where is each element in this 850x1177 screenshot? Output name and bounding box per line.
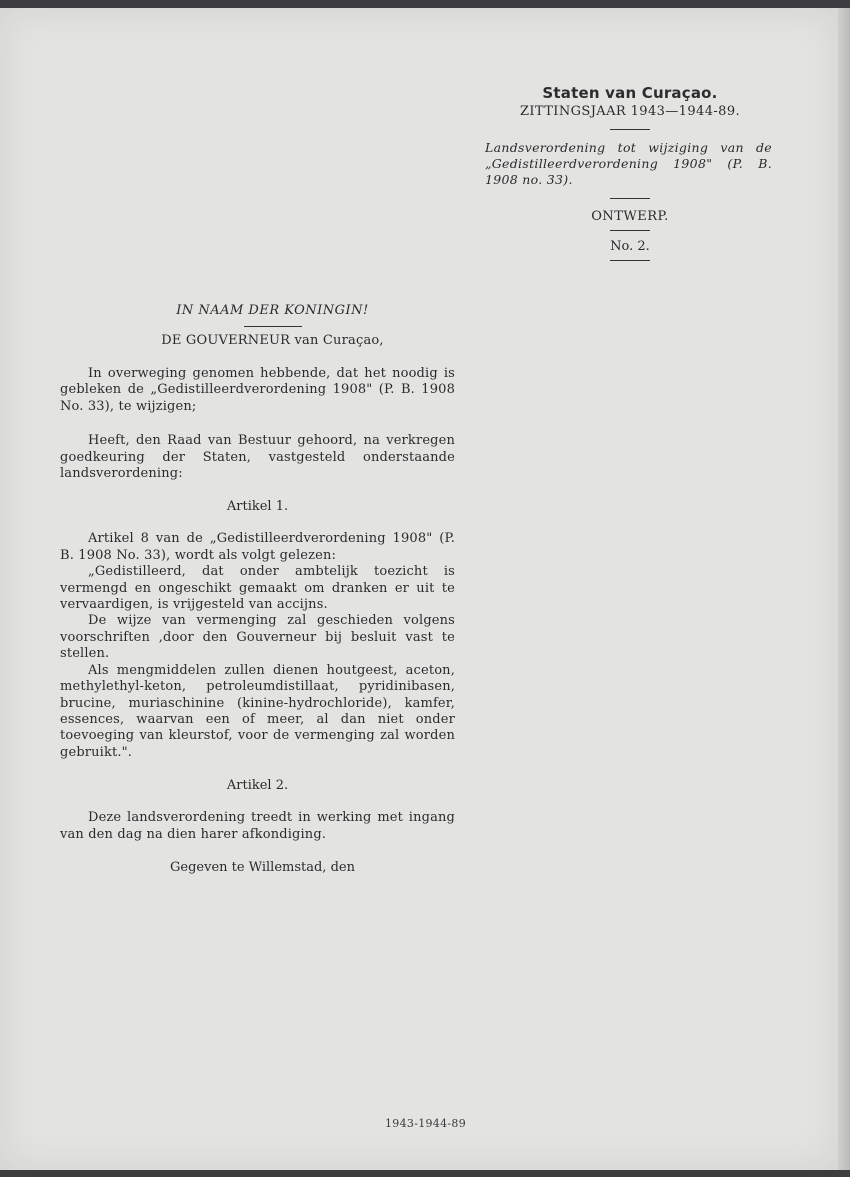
article-paragraph: „Gedistilleerd, dat onder ambtelijk toezicht is vermengd en ongeschikt gemaakt om dranken er uit te vervaardigen, is vrijgesteld van accijns. xyxy=(60,564,455,613)
preamble-paragraph: Heeft, den Raad van Bestuur gehoord, na verkregen goedkeuring der Staten, vastgesteld onderstaande landsverordening: xyxy=(60,433,455,482)
salutation: IN NAAM DER KONINGIN! xyxy=(176,303,369,318)
session-year: ZITTINGSJAAR 1943—1944-89. xyxy=(519,104,741,119)
article-heading: Artikel 2. xyxy=(226,778,289,794)
document-header xyxy=(480,84,780,267)
divider xyxy=(610,198,650,199)
article-paragraph: Als mengmiddelen zullen dienen houtgeest, aceton, methylethyl-keton, petroleumdistillaat, pyridinibasen, brucine, muriaschinine (kinine-hydrochloride), kamfer, essences, waarvan een of meer, al dan niet onder toevoeging van kleurstof, voor de vermenging zal worden gebruikt.". xyxy=(60,662,455,760)
given-at-line: Gegeven te Willemstad, den xyxy=(170,859,355,875)
ordinance-body xyxy=(60,303,455,875)
divider xyxy=(610,129,650,130)
article-paragraph: Artikel 8 van de „Gedistilleerdverordening 1908" (P. B. 1908 No. 33), wordt als volgt gelezen: xyxy=(60,531,455,563)
draft-label: ONTWERP. xyxy=(591,209,669,224)
ordinance-subject: Landsverordening tot wijziging van de „Gedistilleerdverordening 1908" (P. B. 1908 no. 33). xyxy=(485,140,772,187)
divider xyxy=(610,230,650,231)
divider xyxy=(244,326,302,327)
document-code: 1943-1944-89 xyxy=(385,1117,467,1130)
article-heading: Artikel 1. xyxy=(226,499,289,515)
page-edge xyxy=(838,8,850,1170)
preamble-paragraph: In overweging genomen hebbende, dat het noodig is gebleken de „Gedistilleerdverordening 1908" (P. B. 1908 No. 33), te wijzigen; xyxy=(60,366,455,414)
article-paragraph: Deze landsverordening treedt in werking met ingang van den dag na dien harer afkondiging. xyxy=(60,810,455,842)
governor-line: DE GOUVERNEUR van Curaçao, xyxy=(161,333,384,348)
article-paragraph: De wijze van vermenging zal geschieden volgens voorschriften ,door den Gouverneur bij besluit vast te stellen. xyxy=(60,613,455,662)
divider xyxy=(610,260,650,261)
draft-number: No. 2. xyxy=(610,239,650,254)
organization-title: Staten van Curaçao. xyxy=(542,84,718,102)
